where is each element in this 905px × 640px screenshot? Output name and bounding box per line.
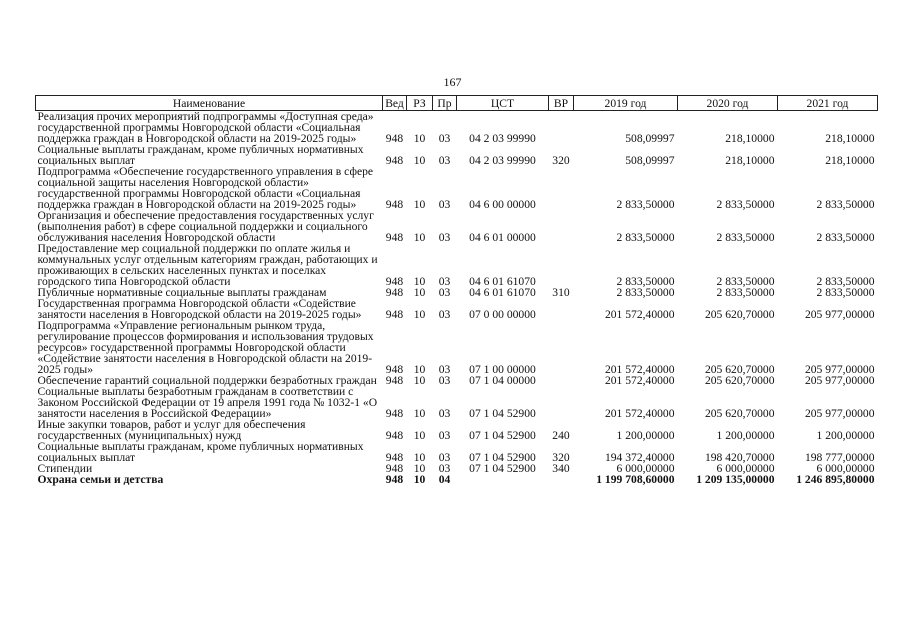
column-header-2019: 2019 год	[574, 96, 678, 111]
row-name: Социальные выплаты гражданам, кроме публичных нормативных социальных выплат	[37, 143, 364, 167]
row-cst: 04 6 01 00000	[469, 231, 536, 244]
row-ved: 948	[385, 462, 404, 475]
row-amount-2019: 2 833,50000	[616, 286, 675, 299]
row-amount-2021: 218,10000	[825, 132, 875, 145]
row-ved: 948	[385, 154, 404, 167]
row-ved: 948	[385, 374, 404, 387]
row-amount-2020: 205 620,70000	[704, 363, 775, 376]
row-amount-2019: 201 572,40000	[604, 374, 675, 387]
row-name: Реализация прочих мероприятий подпрограммы «Доступная среда» государственной программы Новгородской области «Социальная поддержка граждан в Новгородской области на 2019-2025 годы»	[37, 110, 374, 145]
row-ved: 948	[385, 363, 404, 376]
row-name: Государственная программа Новгородской области «Содействие занятости населения в Новгородской области на 2019-2025 годы»	[37, 297, 362, 321]
row-name: Социальные выплаты гражданам, кроме публичных нормативных социальных выплат	[37, 440, 364, 464]
row-amount-2021: 2 833,50000	[816, 275, 875, 288]
row-amount-2021: 205 977,00000	[804, 308, 875, 321]
row-name: Обеспечение гарантий социальной поддержки безработных граждан	[37, 374, 377, 387]
row-vr: 240	[552, 429, 570, 442]
row-ved: 948	[385, 275, 404, 288]
row-rz: 10	[413, 286, 426, 299]
row-pr: 03	[438, 132, 451, 145]
row-amount-2021: 2 833,50000	[816, 286, 875, 299]
row-rz: 10	[413, 407, 426, 420]
row-amount-2019: 6 000,00000	[616, 462, 675, 475]
row-name: Стипендии	[37, 462, 93, 475]
row-pr: 03	[438, 308, 451, 321]
row-pr: 03	[438, 231, 451, 244]
row-cst: 04 6 01 61070	[469, 286, 536, 299]
table-header-row	[36, 96, 878, 111]
row-cst: 04 2 03 99990	[469, 132, 536, 145]
row-vr	[549, 474, 574, 485]
row-cst: 07 1 04 52900	[469, 407, 536, 420]
row-cst	[457, 474, 549, 485]
row-amount-2021: 6 000,00000	[816, 462, 875, 475]
row-pr: 03	[438, 363, 451, 376]
column-header-vr: ВР	[549, 96, 574, 111]
row-name: Организация и обеспечение предоставления государственных услуг (выполнения работ) в сфере социальной поддержки и социального обслуживания населения Новгородской области	[37, 209, 374, 244]
row-amount-2021: 205 977,00000	[804, 363, 875, 376]
table-row	[36, 210, 878, 243]
row-amount-2019: 2 833,50000	[616, 275, 675, 288]
row-cst: 04 6 00 00000	[469, 198, 536, 211]
row-pr: 03	[438, 286, 451, 299]
row-amount-2020: 205 620,70000	[704, 407, 775, 420]
row-rz: 10	[413, 429, 426, 442]
row-amount-2019: 194 372,40000	[604, 451, 675, 464]
row-amount-2021: 205 977,00000	[804, 407, 875, 420]
row-amount-2020: 218,10000	[725, 132, 775, 145]
row-amount-2021: 1 246 895,80000	[796, 473, 875, 486]
row-pr: 03	[438, 462, 451, 475]
row-cst: 07 1 04 00000	[469, 374, 536, 387]
row-amount-2020: 6 000,00000	[716, 462, 775, 475]
row-name: Подпрограмма «Обеспечение государственного управления в сфере социальной защиты населения Новгородской области» государственной программы Новгородской области «Социальная поддержка граждан в Новгородской области на 2019-2025 годы»	[37, 165, 374, 211]
row-amount-2020: 205 620,70000	[704, 374, 775, 387]
table-row	[36, 474, 878, 485]
row-name: Подпрограмма «Управление региональным рынком труда, регулирование процессов формирования и использования трудовых ресурсов» государственной программы Новгородской области «Содействие занятости населения в Новгородской области на 2019-2025 годы»	[37, 319, 374, 376]
row-cst: 07 1 00 00000	[469, 363, 536, 376]
row-vr	[549, 243, 574, 287]
row-vr: 340	[552, 462, 570, 475]
row-rz: 10	[413, 154, 426, 167]
row-name: Иные закупки товаров, работ и услуг для обеспечения государственных (муниципальных) нужд	[37, 418, 306, 442]
table-row	[36, 441, 878, 463]
row-name: Публичные нормативные социальные выплаты гражданам	[37, 286, 327, 299]
row-vr	[549, 375, 574, 386]
row-vr	[549, 210, 574, 243]
row-vr: 320	[552, 451, 570, 464]
row-vr	[549, 111, 574, 145]
page-number: 167	[443, 75, 462, 89]
row-amount-2020: 2 833,50000	[716, 286, 775, 299]
row-ved: 948	[385, 198, 404, 211]
row-cst: 07 1 04 52900	[469, 429, 536, 442]
row-vr	[549, 166, 574, 210]
table-row	[36, 386, 878, 419]
row-pr: 04	[438, 473, 451, 486]
row-vr: 320	[552, 154, 570, 167]
row-rz: 10	[413, 374, 426, 387]
row-cst: 07 1 04 52900	[469, 462, 536, 475]
row-ved: 948	[385, 451, 404, 464]
column-header-2020: 2020 год	[678, 96, 778, 111]
row-amount-2021: 205 977,00000	[804, 374, 875, 387]
table-row	[36, 166, 878, 210]
row-amount-2020: 2 833,50000	[716, 275, 775, 288]
row-amount-2020: 218,10000	[725, 154, 775, 167]
row-pr: 03	[438, 451, 451, 464]
row-amount-2019: 1 200,00000	[616, 429, 675, 442]
row-pr: 03	[438, 154, 451, 167]
row-rz: 10	[413, 132, 426, 145]
row-name: Предоставление мер социальной поддержки по оплате жилья и коммунальных услуг отдельным категориям граждан, работающих и проживающих в сельских населенных пунктах и поселках городского типа Новгородской области	[37, 242, 378, 288]
row-amount-2021: 1 200,00000	[816, 429, 875, 442]
row-rz: 10	[413, 451, 426, 464]
column-header-2021: 2021 год	[778, 96, 878, 111]
row-rz: 10	[413, 231, 426, 244]
column-header-ved: Вед	[383, 96, 407, 111]
row-pr: 03	[438, 275, 451, 288]
row-amount-2019: 1 199 708,60000	[596, 473, 675, 486]
row-ved: 948	[385, 286, 404, 299]
row-amount-2021: 2 833,50000	[816, 231, 875, 244]
row-amount-2019: 201 572,40000	[604, 363, 675, 376]
column-header-rz: РЗ	[407, 96, 433, 111]
row-pr: 03	[438, 374, 451, 387]
row-amount-2019: 201 572,40000	[604, 407, 675, 420]
row-vr	[549, 386, 574, 419]
row-rz: 10	[413, 308, 426, 321]
row-cst: 07 1 04 52900	[469, 451, 536, 464]
row-amount-2020: 2 833,50000	[716, 198, 775, 211]
row-name: Охрана семьи и детства	[37, 473, 164, 486]
table-row	[36, 320, 878, 375]
row-cst: 04 6 01 61070	[469, 275, 536, 288]
table-row	[36, 144, 878, 166]
row-ved: 948	[385, 308, 404, 321]
row-amount-2020: 1 209 135,00000	[696, 473, 775, 486]
row-amount-2019: 2 833,50000	[616, 231, 675, 244]
row-amount-2021: 218,10000	[825, 154, 875, 167]
row-amount-2020: 2 833,50000	[716, 231, 775, 244]
row-rz: 10	[413, 363, 426, 376]
row-vr	[549, 298, 574, 320]
row-rz: 10	[413, 473, 426, 486]
table-row	[36, 419, 878, 441]
row-amount-2019: 2 833,50000	[616, 198, 675, 211]
row-amount-2019: 508,09997	[625, 132, 675, 145]
row-ved: 948	[385, 429, 404, 442]
row-amount-2021: 198 777,00000	[804, 451, 875, 464]
table-body	[36, 111, 878, 486]
row-ved: 948	[385, 132, 404, 145]
row-amount-2019: 201 572,40000	[604, 308, 675, 321]
row-amount-2020: 205 620,70000	[704, 308, 775, 321]
row-amount-2021: 2 833,50000	[816, 198, 875, 211]
table-row	[36, 111, 878, 145]
row-rz: 10	[413, 198, 426, 211]
row-amount-2019: 508,09997	[625, 154, 675, 167]
column-header-pr: Пр	[433, 96, 457, 111]
table-row	[36, 243, 878, 287]
row-name: Социальные выплаты безработным гражданам в соответствии с Законом Российской Федерации от 19 апреля 1991 года № 1032-1 «О занятости населения в Российской Федерации»	[37, 385, 378, 420]
row-vr	[549, 320, 574, 375]
budget-table	[35, 95, 878, 485]
column-header-cst: ЦСТ	[457, 96, 549, 111]
row-pr: 03	[438, 407, 451, 420]
row-ved: 948	[385, 407, 404, 420]
row-amount-2020: 1 200,00000	[716, 429, 775, 442]
row-rz: 10	[413, 275, 426, 288]
row-vr: 310	[552, 286, 570, 299]
table-row	[36, 298, 878, 320]
row-amount-2020: 198 420,70000	[704, 451, 775, 464]
row-cst: 07 0 00 00000	[469, 308, 536, 321]
row-pr: 03	[438, 198, 451, 211]
row-ved: 948	[385, 231, 404, 244]
row-ved: 948	[385, 473, 404, 486]
row-cst: 04 2 03 99990	[469, 154, 536, 167]
column-header-name: Наименование	[36, 96, 383, 111]
row-pr: 03	[438, 429, 451, 442]
row-rz: 10	[413, 462, 426, 475]
